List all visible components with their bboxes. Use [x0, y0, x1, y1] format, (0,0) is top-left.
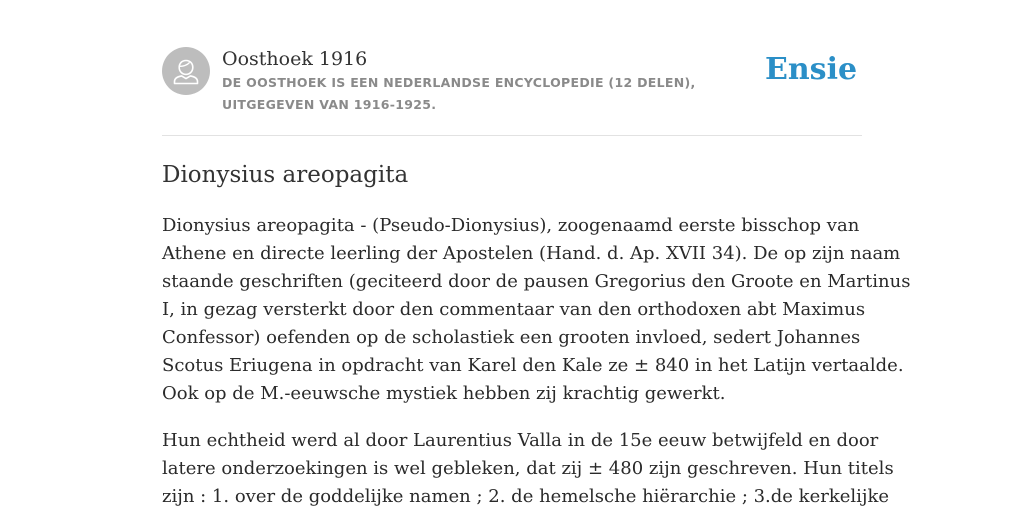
paragraph-line: Ook op de M.-eeuwsche mystiek hebben zij krachtig gewerkt. [162, 383, 726, 404]
entry-page [162, 0, 911, 512]
article-paragraph [162, 212, 911, 408]
source-description: DE OOSTHOEK IS EEN NEDERLANDSE ENCYCLOPEDIE (12 DELEN), UITGEGEVEN VAN 1916-1925. [222, 75, 696, 112]
paragraph-line: Confessor) oefenden op de scholastiek een grooten invloed, sedert Johannes [162, 327, 861, 348]
paragraph-line: zijn : 1. over de goddelijke namen ; 2. de hemelsche hiërarchie ; 3.de kerkelijke [162, 486, 890, 507]
paragraph-line: Scotus Eriugena in opdracht van Karel den Kale ze ± 840 in het Latijn vertaalde. [162, 355, 904, 376]
paragraph-line: Hun echtheid werd al door Laurentius Valla in de 15e eeuw betwijfeld en door [162, 430, 879, 451]
paragraph-line: I, in gezag versterkt door den commentaar van den orthodoxen abt Maximus [162, 299, 866, 320]
paragraph-line: latere onderzoekingen is wel gebleken, dat zij ± 480 zijn geschreven. Hun titels [162, 458, 894, 479]
source-avatar[interactable] [162, 47, 210, 95]
header-divider [162, 135, 862, 136]
article-title: Dionysius areopagita [162, 162, 409, 188]
article-body [162, 212, 911, 512]
user-icon [162, 47, 210, 95]
paragraph-line: Athene en directe leerling der Apostelen (Hand. d. Ap. XVII 34). De op zijn naam [162, 243, 901, 264]
source-title[interactable]: Oosthoek 1916 [222, 48, 368, 70]
source-header [162, 47, 862, 117]
article-paragraph [162, 427, 894, 511]
paragraph-line: Dionysius areopagita - (Pseudo-Dionysius), zoogenaamd eerste bisschop van [162, 215, 860, 236]
paragraph-line: staande geschriften (geciteerd door de pausen Gregorius den Groote en Martinus [162, 271, 911, 292]
ensie-logo[interactable]: Ensie [765, 52, 858, 87]
